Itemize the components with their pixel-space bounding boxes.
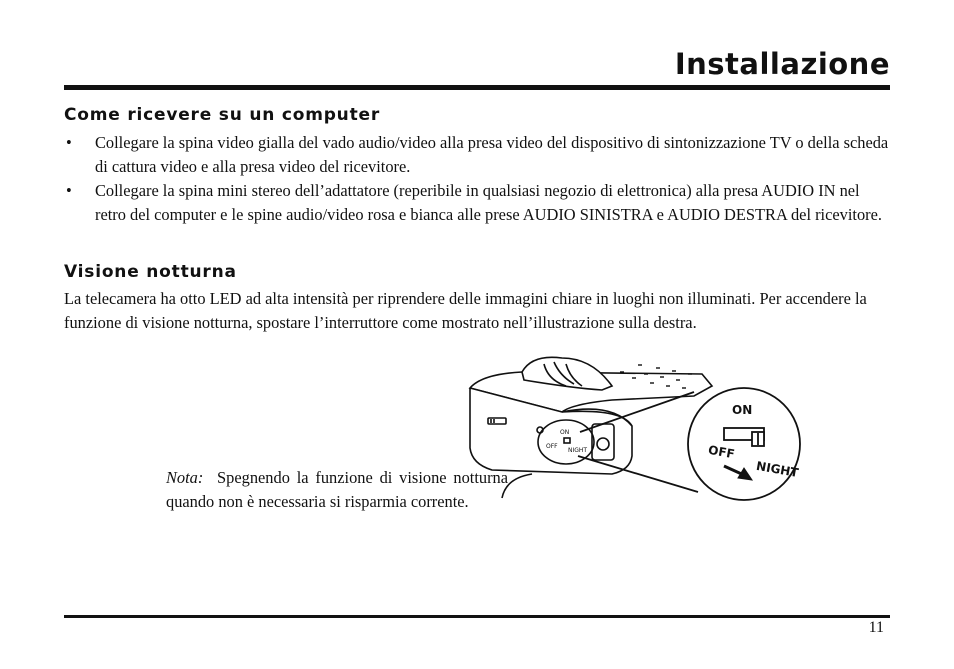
page-title: Installazione (674, 47, 890, 81)
list-item-text: Collegare la spina mini stereo dell’adattatore (reperibile in qualsiasi negozio di elettronica) alla presa AUDIO IN nel retro del computer e le spine audio/video rosa e bianca alle prese AUDIO SINISTRA e AUDIO DESTRA del ricevitore. (95, 181, 882, 224)
list-item (64, 179, 890, 227)
list-item-text: Collegare la spina video gialla del vado audio/video alla presa video del dispositivo di sintonizzazione TV o della scheda di cattura video e alla presa video del ricevitore. (95, 133, 889, 176)
note (166, 466, 508, 514)
small-off-label: OFF (546, 443, 558, 450)
footer-rule (64, 615, 890, 618)
page-number: 11 (868, 619, 884, 636)
night-vision-paragraph: La telecamera ha otto LED ad alta intensità per riprendere delle immagini chiare in luoghi non illuminati. Per accendere la funzione di visione notturna, spostare l’interruttore come mostrato nell’illustrazione sulla destra. (64, 289, 867, 332)
night-label: NIGHT (755, 458, 800, 480)
header-rule (64, 85, 890, 90)
list-item (64, 131, 890, 179)
small-night-label: NIGHT (568, 447, 588, 454)
section-heading-computer: Come ricevere su un computer (64, 105, 381, 125)
small-on-label: ON (560, 429, 570, 436)
camera-switch-illustration (462, 352, 802, 512)
on-label: ON (732, 403, 753, 417)
off-label: OFF (707, 442, 736, 462)
note-label: Nota: (166, 468, 204, 487)
bullet-icon: • (66, 133, 72, 152)
section-heading-night-vision: Visione notturna (64, 262, 237, 282)
bullet-icon: • (66, 181, 72, 200)
note-text: Spegnendo la funzione di visione notturna quando non è necessaria si risparmia corrente. (166, 468, 509, 511)
instruction-list (64, 131, 890, 227)
